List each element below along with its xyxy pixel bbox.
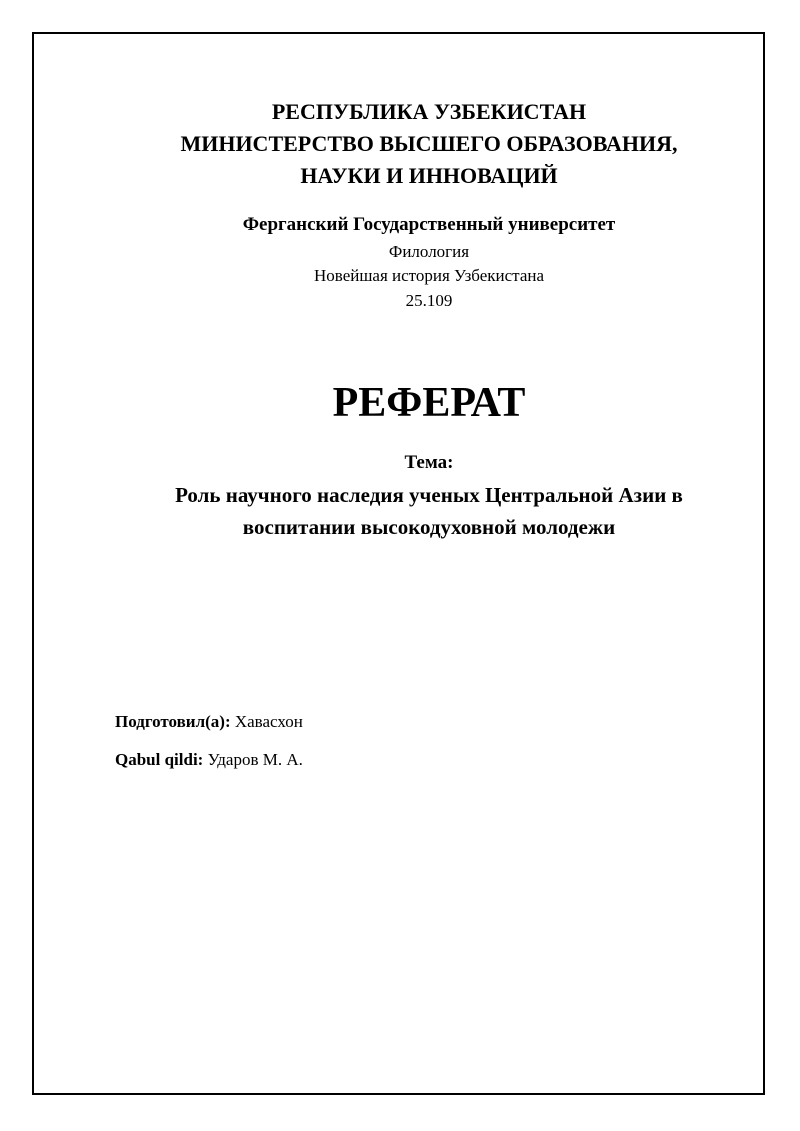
accepted-by-value: Ударов М. А. (207, 750, 303, 769)
ministry-header (34, 96, 800, 192)
university-name: Ферганский Государственный университет (242, 214, 616, 235)
prepared-by-label: Подготовил(а): (115, 712, 231, 731)
header-line-ministry-cont: НАУКИ И ИННОВАЦИЙ (300, 163, 558, 188)
subject-name: Новейшая история Узбекистана (313, 266, 545, 285)
group-number: 25.109 (405, 291, 453, 310)
topic-text (34, 479, 800, 543)
topic-label: Тема: (404, 452, 454, 473)
accepted-by-line (115, 748, 303, 772)
header-line-ministry: МИНИСТЕРСТВО ВЫСШЕГО ОБРАЗОВАНИЯ, (180, 131, 678, 156)
faculty-name: Филология (388, 242, 470, 261)
document-type-title: РЕФЕРАТ (332, 380, 526, 426)
accepted-by-label: Qabul qildi: (115, 750, 204, 769)
prepared-by-line (115, 710, 303, 734)
topic-line-1: Роль научного наследия ученых Центральной Азии в (175, 483, 683, 507)
topic-line-2: воспитании высокодуховной молодежи (242, 515, 616, 539)
header-line-country: РЕСПУБЛИКА УЗБЕКИСТАН (271, 99, 587, 124)
prepared-by-value: Хавасхон (234, 712, 303, 731)
